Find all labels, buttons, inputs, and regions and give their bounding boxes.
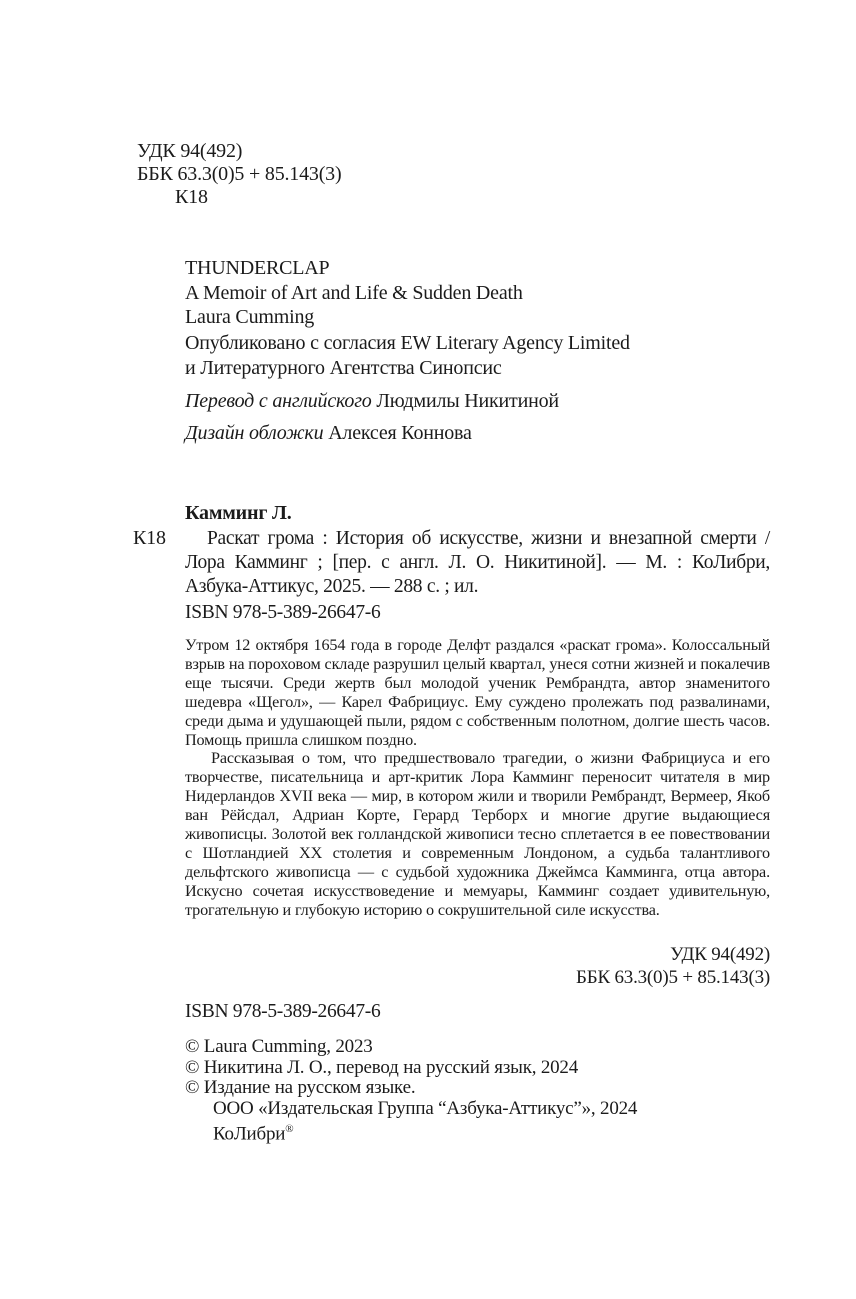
copyright-original-author: © Laura Cumming, 2023 xyxy=(185,1036,373,1057)
original-author: Laura Cumming xyxy=(185,306,315,328)
copyright-block xyxy=(185,1037,637,1145)
bbk-code: ББК 63.3(0)5 + 85.143(3) xyxy=(137,163,342,185)
cover-credit-label: Дизайн обложки xyxy=(185,422,324,444)
rights-line-1: Опубликовано с согласия EW Literary Agency Limited xyxy=(185,332,630,354)
original-title: THUNDERCLAP xyxy=(185,257,330,279)
registered-trademark-symbol: ® xyxy=(285,1123,294,1135)
udk-code-bottom: УДК 94(492) xyxy=(670,944,770,965)
catalog-author-sign: К18 xyxy=(133,527,166,549)
copyright-imprint xyxy=(185,1119,637,1145)
translator-name: Людмилы Никитиной xyxy=(376,390,559,412)
annotation xyxy=(185,636,770,920)
annotation-paragraph-2: Рассказывая о том, что предшествовало трагедии, о жизни Фабрициуса и его творчестве, писательница и арт-критик Лора Камминг переносит читателя в мир Нидерландов XVII века — мир, в котором жили и творили Рембрандт, Вермеер, Якоб ван Рёйсдал, Адриан Корте, Герард Терборх и многие другие выдающиеся живописцы. Золотой век голландской живописи тесно сплетается в ее повествовании с Шотландией XX столетия и современным Лондоном, а судьба талантливого дельфтского живописца — с судьбой художника Джеймса Камминга, отца автора. Искусно сочетая искусствоведение и мемуары, Камминг создает удивительную, трогательную и глубокую историю о сокрушительной силе искусства. xyxy=(185,749,770,919)
publication-rights xyxy=(185,331,630,381)
catalog-author: Камминг Л. xyxy=(185,502,292,524)
original-title-block xyxy=(185,256,523,330)
isbn-footer: ISBN 978-5-389-26647-6 xyxy=(185,1001,381,1022)
rights-line-2: и Литературного Агентства Синопсис xyxy=(185,357,502,379)
translation-credit-label: Перевод с английского xyxy=(185,390,372,412)
copyright-publishing-group: ООО «Издательская Группа “Азбука-Аттикус”», 2024 xyxy=(213,1097,638,1119)
cover-designer-name: Алексея Коннова xyxy=(328,422,472,444)
author-sign-code: К18 xyxy=(175,186,208,208)
original-subtitle: A Memoir of Art and Life & Sudden Death xyxy=(185,281,523,304)
bottom-bibliographic-codes xyxy=(185,944,770,989)
imprint-name: КоЛибри xyxy=(213,1123,286,1145)
top-bibliographic-codes xyxy=(137,140,341,209)
copyright-russian-edition: © Издание на русском языке. xyxy=(185,1077,416,1098)
bbk-code-bottom: ББК 63.3(0)5 + 85.143(3) xyxy=(576,966,770,988)
catalog-card-entry: Раскат грома : История об искусстве, жизни и внезапной смерти / Лора Камминг ; [пер. с англ. Л. О. Никитиной]. — М. : КоЛибри, Азбука-Аттикус, 2025. — 288 с. ; ил. xyxy=(185,528,770,597)
annotation-paragraph-1: Утром 12 октября 1654 года в городе Делфт раздался «раскат грома». Колоссальный взрыв на пороховом складе разрушил целый квартал, унеся сотни жизней и покалечив еще тысячи. Среди жертв был молодой ученик Рембрандта, автор знаменитого шедевра «Щегол», — Карел Фабрициус. Ему суждено пролежать под развалинами, среди дыма и удушающей пыли, рядом с собственным полотном, долгие шесть часов. Помощь пришла слишком поздно. xyxy=(185,636,770,749)
udk-code: УДК 94(492) xyxy=(137,140,243,162)
cover-design-credit xyxy=(185,422,472,445)
translation-credit xyxy=(185,390,559,413)
copyright-translator: © Никитина Л. О., перевод на русский язык, 2024 xyxy=(185,1056,579,1078)
catalog-isbn: ISBN 978-5-389-26647-6 xyxy=(185,602,381,623)
